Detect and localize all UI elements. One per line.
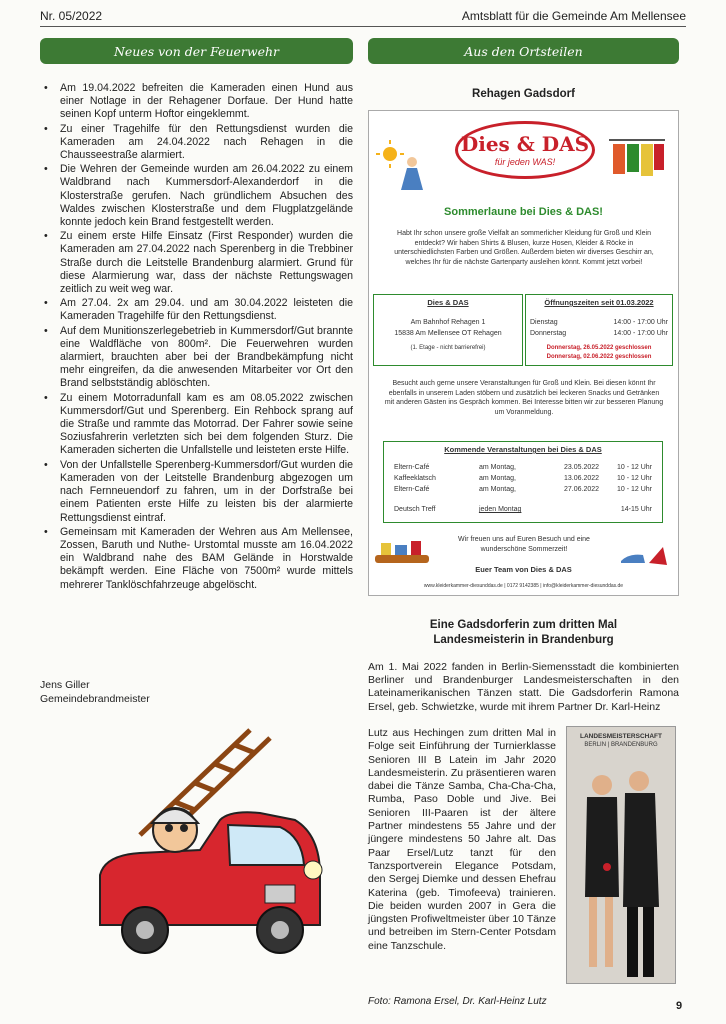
page-number: 9 bbox=[676, 1000, 683, 1012]
photo-caption: Foto: Ramona Ersel, Dr. Karl-Heinz Lutz bbox=[368, 996, 547, 1007]
article-body-top: Am 1. Mai 2022 fanden in Berlin-Siemensstadt die kombinierten Berliner und Brandenburger Landesmeisterschaften in den Lateinamerikanischen Tänzen statt. Die Gadsdorferin Ramona Ersel, geb. Schwietzke, wurde mit ihrem Partner Dr. Karl-Heinz bbox=[368, 661, 679, 713]
clothes-rack-icon bbox=[607, 136, 667, 186]
dies-das-logo: Dies & DAS für jeden WAS! bbox=[455, 121, 595, 179]
list-item: • Am 19.04.2022 befreiten die Kameraden einen Hund aus einer Notlage in der Rehagener Dorfaue. Der Hund hatte seinen Kopf unterm Hoftor eingeklemmt. bbox=[60, 82, 353, 122]
list-item: • Zu einem Motorradunfall kam es am 08.05.2022 zwischen Kummersdorf/Gut und Sperenberg. Ein Rehbock sprang auf die Straße und rammte das Motorrad. Der Fahrer sowie seine Soziusfahrerin verletzten sich bei dem folgenden Sturz. Die Kameraden sicherten die Unfallstelle und leisteten erste Hilfe. bbox=[60, 392, 353, 458]
firefighter-car-illustration bbox=[80, 725, 330, 960]
ad-outro-2: wunderschöne Sommerzeit! bbox=[480, 546, 568, 553]
ad-intro: Habt Ihr schon unsere große Vielfalt an sommerlicher Kleidung für Groß und Klein entdeckt? Wir haben Shirts & Blusen, kurze Hosen, Kleider & Röcke in unterschiedlichsten Farben und Größen. Außerdem bieten wir diverses Geschirr an, welches Ihr für die nächste Gartenparty ausleihen könnt. Kommt jetzt vorbei! bbox=[394, 230, 654, 266]
list-item: • Am 27.04. 2x am 29.04. und am 30.04.2022 leisteten die Kameraden Tragehilfe für den Rettungsdienst. bbox=[60, 297, 353, 323]
ad-headline: Sommerlaune bei Dies & DAS! bbox=[444, 206, 603, 218]
ad-footer: www.kleiderkammer-diesunddas.de | 0172 9142385 | info@kleiderkammer-diesunddas.de bbox=[423, 583, 624, 589]
shoes-icon bbox=[619, 535, 673, 569]
signature bbox=[40, 678, 150, 706]
dress-icon bbox=[399, 156, 425, 194]
signature-role: Gemeindebrandmeister bbox=[40, 693, 150, 705]
ad-outro-1: Wir freuen uns auf Euren Besuch und eine bbox=[458, 536, 590, 543]
ad-events-text: Besucht auch gerne unsere Veranstaltungen für Groß und Klein. Bei diesen könnt Ihr ebenfalls in unserem Laden stöbern und zusätzlich bei leckeren Snacks und Getränken mit anderen Gästen ins Gespräch kommen. Bei Interesse bitten wir zur besseren Planung um Voranmeldung. bbox=[384, 380, 664, 416]
shop-address-box: Dies & DAS Am Bahnhof Rehagen 1 15838 Am Mellensee OT Rehagen (1. Etage - nicht barrierefrei) bbox=[373, 294, 523, 366]
ortsteil-heading: Rehagen Gadsdorf bbox=[472, 88, 575, 100]
ad-team: Euer Team von Dies & DAS bbox=[475, 565, 572, 574]
signature-name: Jens Giller bbox=[40, 679, 90, 691]
fire-department-news-list bbox=[40, 82, 353, 593]
section-banner-feuerwehr: Neues von der Feuerwehr bbox=[40, 38, 353, 64]
issue-number: Nr. 05/2022 bbox=[40, 9, 103, 23]
list-item: • Die Wehren der Gemeinde wurden am 26.04.2022 zu einem Waldbrand nach Kummersdorf-Alexanderdorf in die Klosterstraße gerufen. Nach gründlichem Absuchen des Waldes zwischen Klosterstraße und dem Flugplatzgelände konnte jedoch kein Brand festgestellt werden. bbox=[60, 163, 353, 229]
list-item: • Zu einer Tragehilfe für den Rettungsdienst wurden die Kameraden am 24.04.2022 nach Rehagen in die Chausseestraße alarmiert. bbox=[60, 123, 353, 163]
advertisement-dies-das bbox=[368, 110, 679, 596]
couple-figures bbox=[567, 757, 675, 983]
opening-hours-box: Öffnungszeiten seit 01.03.2022 Dienstag 14:00 - 17:00 Uhr Donnerstag 14:00 - 17:00 Uhr Donnerstag, 26.05.2022 geschlossen Donnerstag, 02.06.2022 geschlossen bbox=[525, 294, 673, 366]
page-header bbox=[40, 6, 686, 27]
dance-couple-photo: LANDESMEISTERSCHAFT BERLIN | BRANDENBURG bbox=[566, 726, 676, 984]
dishes-icon bbox=[373, 535, 431, 569]
list-item: • Zu einem erste Hilfe Einsatz (First Responder) wurden die Kameraden am 27.04.2022 nach Sperenberg in die Trebbiner Straße durch die Leitstelle Brandenburg alarmiert. Grund für diese Alarmierung war, dass der nächste Rettungswagen zeitlich zu weit weg war. bbox=[60, 230, 353, 296]
list-item: • Gemeinsam mit Kameraden der Wehren aus Am Mellensee, Zossen, Baruth und Nuthe- Urstomtal musste am 16.04.2022 ein Waldbrand nahe des BAM Gelände in Horstwalde bekämpft werden. Eine Fläche von 7500m² wurde mittels mehrerer Tanklöschfahrzeuge abgelöscht. bbox=[60, 526, 353, 592]
article-title: Eine Gadsdorferin zum dritten Mal Landesmeisterin in Brandenburg bbox=[429, 619, 618, 646]
list-item: • Auf dem Munitionszerlegebetrieb in Kummersdorf/Gut brannte eine Waldfläche von 800m². Die Feuerwehren wurden alarmiert, brauchten aber bei der Brandbekämpfung nicht mehr eingreifen, da die anwesenden Mitarbeiter vor Ort den Brand selbstständig ablöschten. bbox=[60, 325, 353, 391]
publication-title: Amtsblatt für die Gemeinde Am Mellensee bbox=[461, 9, 686, 23]
article-body: Lutz aus Hechingen zum dritten Mal in Folge seit Einführung der Turnierklasse Senioren III B Latein im Jahr 2020 Landesmeisterin. Zu präsentieren waren dabei die Tänze Samba, Cha-Cha-Cha, Rumba, Paso Doble und Jive. Bei Senioren III-Paaren ist der ältere Partner mindestens 55 Jahre und der jüngere mindestens 50 Jahre alt. Das Paar Ersel/Lutz tanzt für den Tanzsportverein Elegance Potsdam, den Sergej Diemke und dessen Ehefrau Katerina (geb. Timofeeva) trainieren. Die beiden wurden 2007 in Gera die jüngsten Profiweltmeister über 10 Tänze und betreiben im Stern-Center Potsdam eine Tanzschule. bbox=[368, 727, 556, 952]
list-item: • Von der Unfallstelle Sperenberg-Kummersdorf/Gut wurden die Kameraden von der Leitstelle Brandenburg abgezogen um nach Fernneuendorf zu fahren, um in der Dorfstraße bei einem Patienten erste Hilfe zu leisten bis der alarmierte Rettungsdienst eintraf. bbox=[60, 459, 353, 525]
events-box: Kommende Veranstaltungen bei Dies & DAS Eltern-Café am Montag, 23.05.2022 10 - 12 Uhr Kaffeeklatsch am Montag, 13.06.2022 10 - 12 Uhr Eltern-Café am Montag, 27.06.2022 10 - 12 Uhr Deutsch Treff jeden Montag 14-15 Uhr bbox=[383, 441, 663, 523]
section-banner-ortsteile: Aus den Ortsteilen bbox=[368, 38, 679, 64]
